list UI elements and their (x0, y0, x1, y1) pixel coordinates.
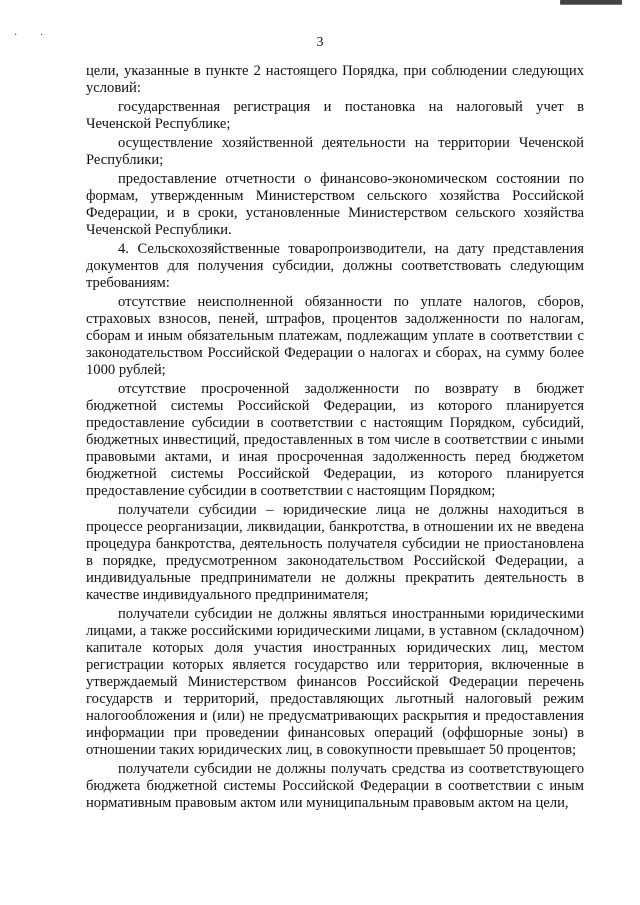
paragraph-condition-registration: государственная регистрация и постановка на налоговый учет в Чеченской Республике; (86, 99, 584, 132)
paragraph-requirement-debt: отсутствие просроченной задолженности по возврату в бюджет бюджетной системы Российской Федерации, из которого планируется предоставление субсидии в соответствии с настоящим Порядком, субсидий, бюджетных инвестиций, предоставленных в том числе в соответствии с иными правовыми актами, и иная просроченная задолженность перед бюджетом бюджетной системы Российской Федерации, из которого планируется предоставление субсидии в соответствии с настоящим Порядком; (86, 381, 584, 499)
paragraph-requirement-foreign: получатели субсидии не должны являться иностранными юридическими лицами, а также российскими юридическими лицами, в уставном (складочном) капитале которых доля участия иностранных юридических лиц, местом регистрации которых является государство или территория, включенные в утверждаемый Министерством финансов Российской Федерации перечень государств и территорий, предоставляющих льготный налоговый режим налогообложения и (или) не предусматривающих раскрытия и предоставления информации при проведении финансовых операций (оффшорные зоны) в отношении таких юридических лиц, в совокупности превышает 50 процентов; (86, 606, 584, 758)
paragraph-section-4: 4. Сельскохозяйственные товаропроизводители, на дату представления документов для получения субсидии, должны соответствовать следующим требованиям: (86, 241, 584, 291)
scan-dots: · · (14, 30, 54, 41)
paragraph-continuation: цели, указанные в пункте 2 настоящего Порядка, при соблюдении следующих условий: (86, 63, 584, 96)
scan-edge-line (560, 4, 622, 5)
paragraph-requirement-taxes: отсутствие неисполненной обязанности по уплате налогов, сборов, страховых взносов, пеней, штрафов, процентов задолженности по налогам, сборам и иным обязательным платежам, подлежащим уплате в соответствии с законодательством Российской Федерации о налогах и сборах, на сумму более 1000 рублей; (86, 294, 584, 378)
paragraph-condition-reporting: предоставление отчетности о финансово-экономическом состоянии по формам, утвержденным Министерством сельского хозяйства Российской Федерации, и в сроки, установленные Министерством сельского хозяйства Чеченской Республики. (86, 171, 584, 238)
paragraph-condition-activity: осуществление хозяйственной деятельности на территории Чеченской Республики; (86, 135, 584, 168)
document-body (86, 63, 584, 814)
paragraph-requirement-other-funds: получатели субсидии не должны получать средства из соответствующего бюджета бюджетной системы Российской Федерации в соответствии с иным нормативным правовым актом или муниципальным правовым актом на цели, (86, 761, 584, 811)
paragraph-requirement-reorganization: получатели субсидии – юридические лица не должны находиться в процессе реорганизации, ликвидации, банкротства, в отношении их не введена процедура банкротства, деятельность получателя субсидии не приостановлена в порядке, предусмотренном законодательством Российской Федерации, а индивидуальные предприниматели не должны прекратить деятельность в качестве индивидуального предпринимателя; (86, 502, 584, 603)
page-number: 3 (316, 35, 324, 50)
